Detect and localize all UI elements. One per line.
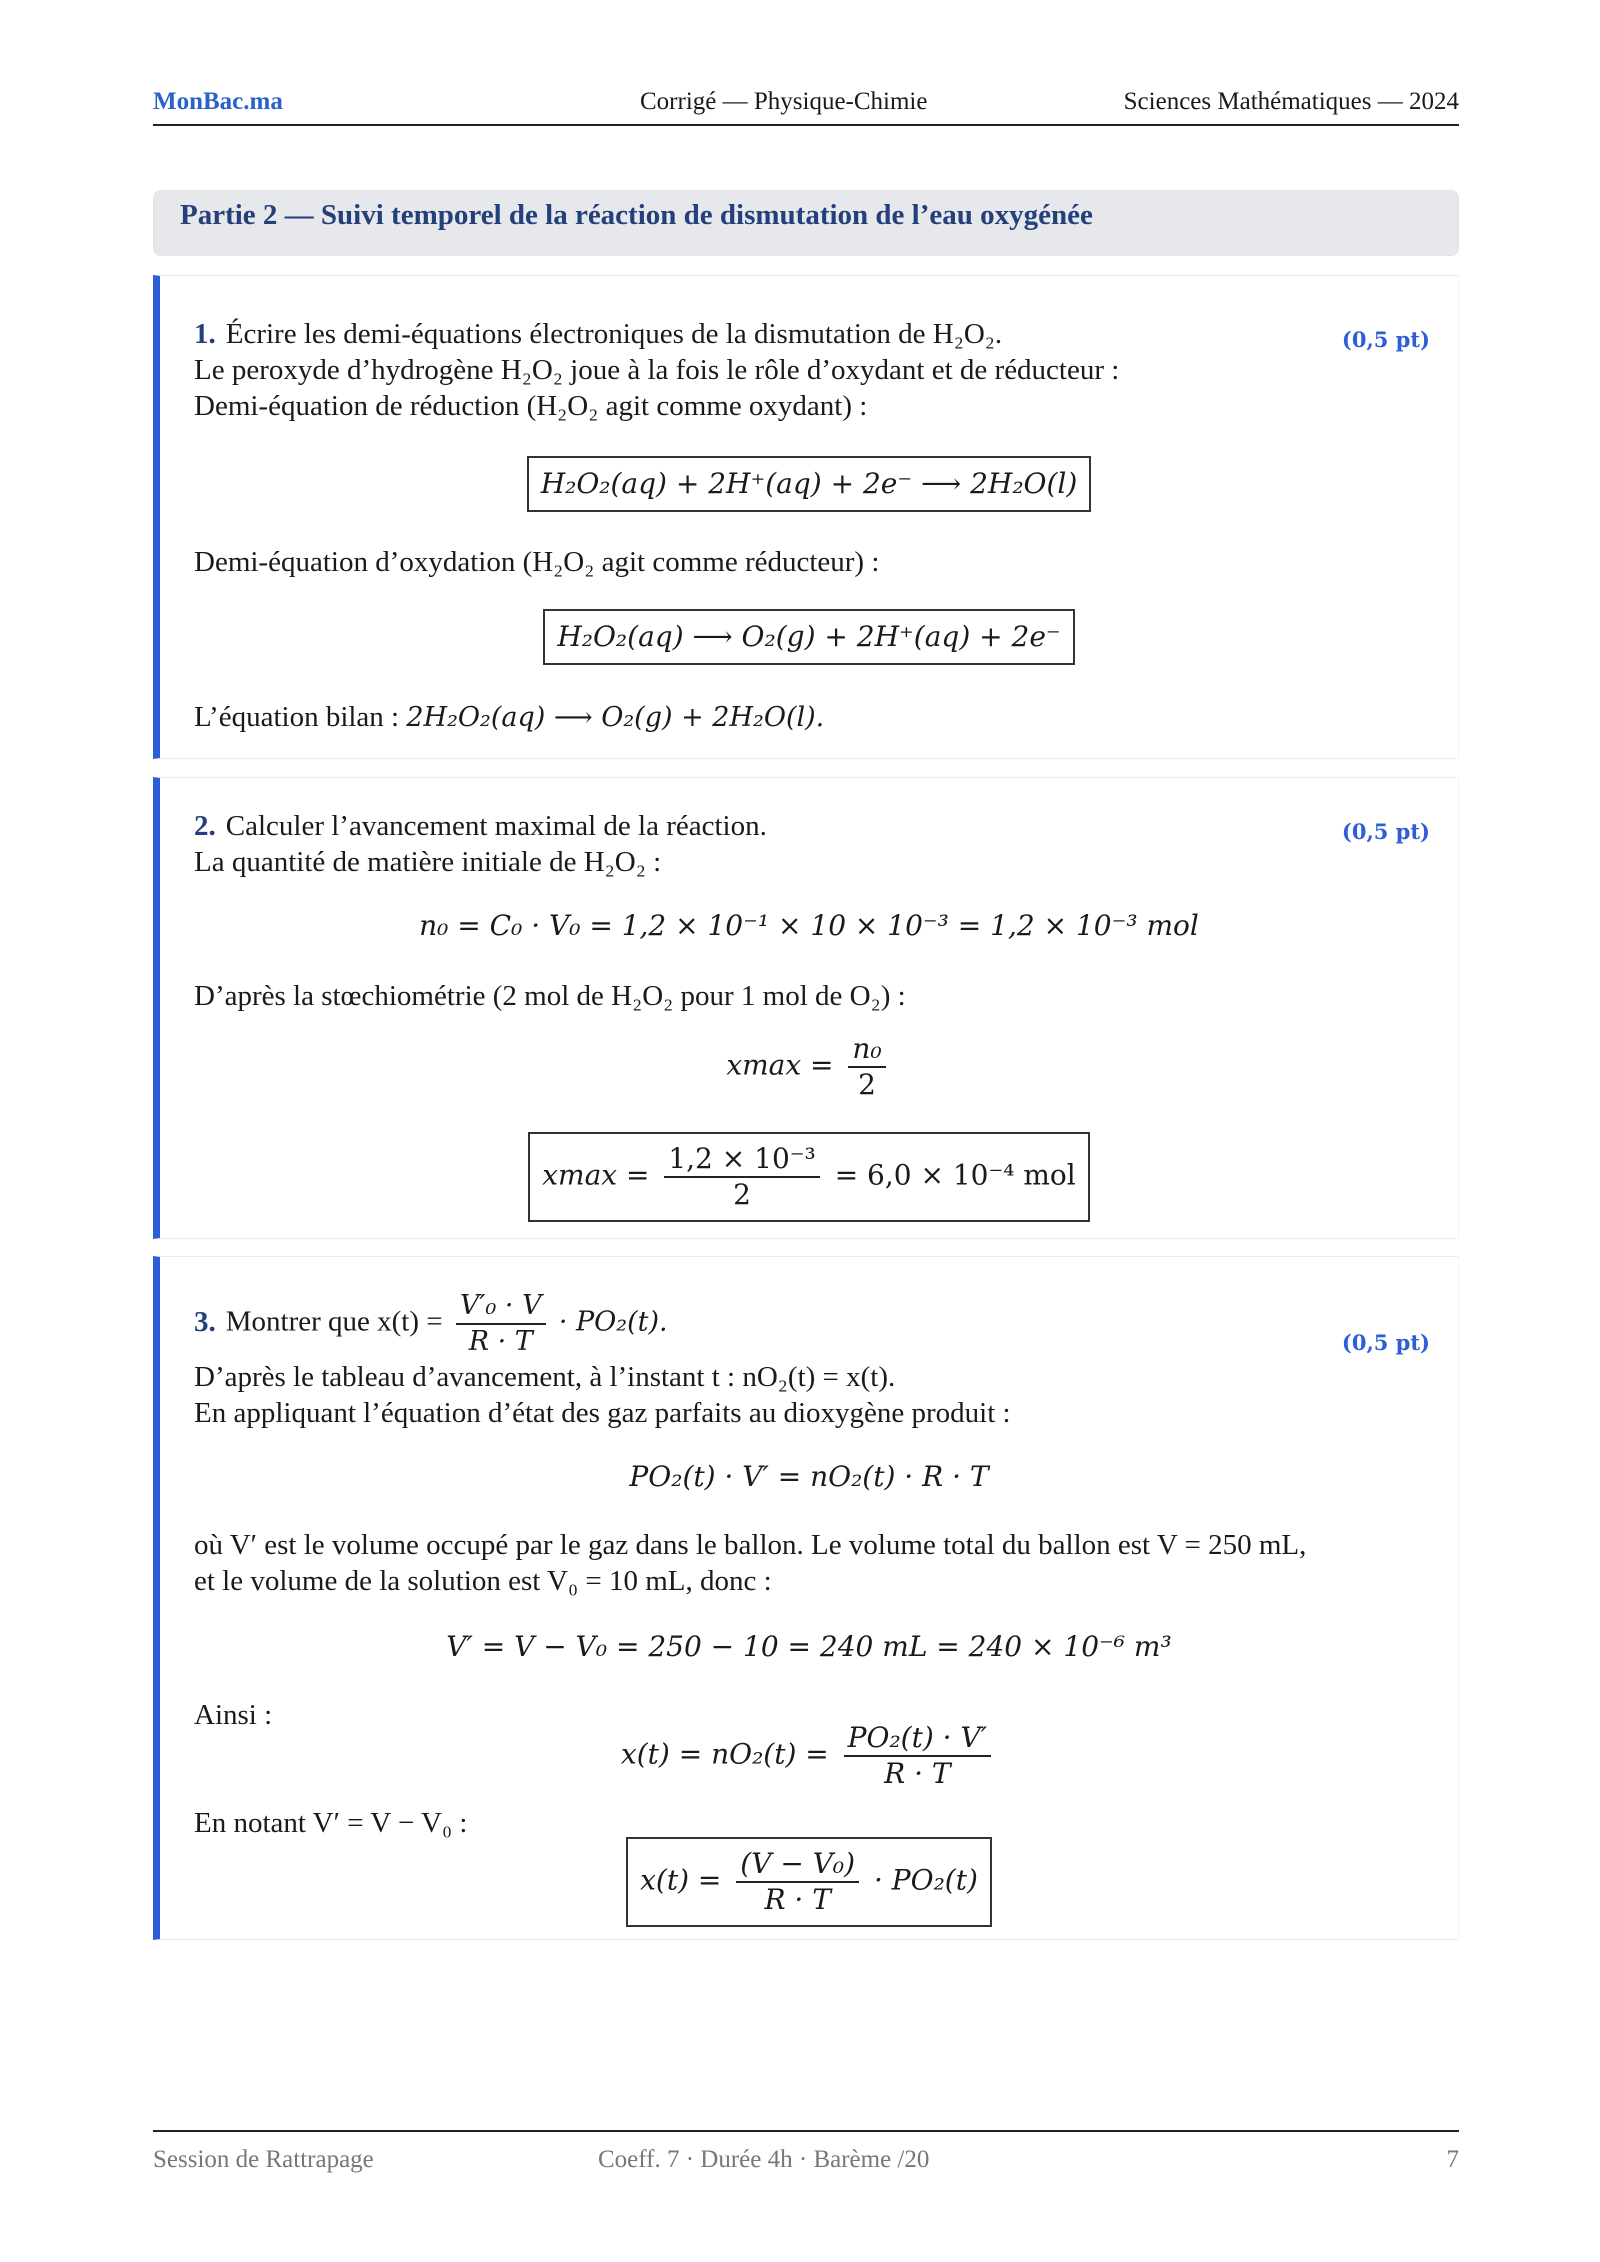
extent-final-formula: x(t) = $\frac{\text{(V − V₀)}}{R \cdot T}$ · PO₂(t)	[160, 1837, 1458, 1927]
question-2-intro: La quantité de matière initiale de H₂O₂ :	[194, 846, 662, 878]
question-1-title: 1. Écrire les demi-équations électroniques de la dismutation de H₂O₂.	[194, 318, 1003, 350]
oxidation-label: Demi-équation d’oxydation (H₂O₂ agit comme réducteur) :	[194, 546, 880, 578]
question-3-line-6: En notant V′ = V − V₀ :	[194, 1807, 468, 1839]
page-number: 7	[1446, 2146, 1459, 2173]
question-2-title: 2. Calculer l’avancement maximal de la réaction.	[194, 810, 767, 842]
initial-amount-equation: n₀ = C₀ · V₀ = 1,2 × 10⁻¹ × 10 × 10⁻³ = 1,2 × 10⁻³ mol	[419, 909, 1199, 942]
brand-logo-text[interactable]: MonBac.ma	[153, 88, 283, 115]
question-3-card	[153, 1256, 1459, 1940]
page-footer	[153, 2130, 1459, 2182]
reduction-label: Demi-équation de réduction (H₂O₂ agit comme oxydant) :	[194, 390, 868, 422]
question-3-title: 3. Montrer que x(t) = $\frac{\text{V′₀ · V}}{R \cdot T}$ · PO₂(t).	[194, 1290, 668, 1357]
extent-formula: x(t) = nO₂(t) = $\frac{\text{PO₂(t) · V′}}{R \cdot T}$	[160, 1721, 1458, 1791]
question-3-points: (0,5 pt)	[1341, 1330, 1430, 1355]
oxidation-equation: H₂O₂(aq) ⟶ O₂(g) + 2H⁺(aq) + 2e⁻	[160, 609, 1458, 665]
footer-session: Session de Rattrapage	[153, 2146, 374, 2173]
part-title: Partie 2 — Suivi temporel de la réaction de dismutation de l’eau oxygénée	[180, 199, 1093, 231]
header-subject: Corrigé — Physique-Chimie	[640, 88, 928, 115]
reduction-equation: H₂O₂(aq) + 2H⁺(aq) + 2e⁻ ⟶ 2H₂O(l)	[160, 456, 1458, 512]
header-track: Sciences Mathématiques — 2024	[1123, 88, 1459, 115]
footer-exam-info: Coeff. 7 · Durée 4h · Barème /20	[598, 2146, 930, 2173]
question-3-line-4: et le volume de la solution est V₀ = 10 mL, donc :	[194, 1565, 772, 1597]
question-3-line-5: Ainsi :	[194, 1699, 273, 1731]
question-3-line-2: En appliquant l’équation d’état des gaz parfaits au dioxygène produit :	[194, 1397, 1011, 1429]
part-title-bar	[153, 190, 1459, 256]
question-3-line-1: D’après le tableau d’avancement, à l’instant t : nO₂(t) = x(t).	[194, 1361, 896, 1393]
xmax-formula: xmax = $\frac{\text{n₀}}{2}$	[160, 1032, 1458, 1102]
question-1-points: (0,5 pt)	[1341, 327, 1430, 352]
question-2-points: (0,5 pt)	[1341, 819, 1430, 844]
question-1-intro: Le peroxyde d’hydrogène H₂O₂ joue à la fois le rôle d’oxydant et de réducteur :	[194, 354, 1120, 386]
question-2-card	[153, 777, 1459, 1239]
bilan-equation: L’équation bilan : 2H₂O₂(aq) ⟶ O₂(g) + 2H₂O(l).	[194, 701, 825, 733]
gas-volume-equation: V′ = V − V₀ = 250 − 10 = 240 mL = 240 × 10⁻⁶ m³	[446, 1630, 1172, 1663]
page-header	[153, 88, 1459, 126]
question-1-card	[153, 275, 1459, 759]
question-3-line-3: où V′ est le volume occupé par le gaz dans le ballon. Le volume total du ballon est V = 250 mL,	[194, 1529, 1307, 1561]
ideal-gas-equation: PO₂(t) · V′ = nO₂(t) · R · T	[629, 1460, 989, 1493]
stoichiometry-label: D’après la stœchiométrie (2 mol de H₂O₂ pour 1 mol de O₂) :	[194, 980, 906, 1012]
xmax-result: xmax = $\frac{\text{1,2 × 10⁻³}}{2}$ = 6,0 × 10⁻⁴ mol	[160, 1132, 1458, 1222]
